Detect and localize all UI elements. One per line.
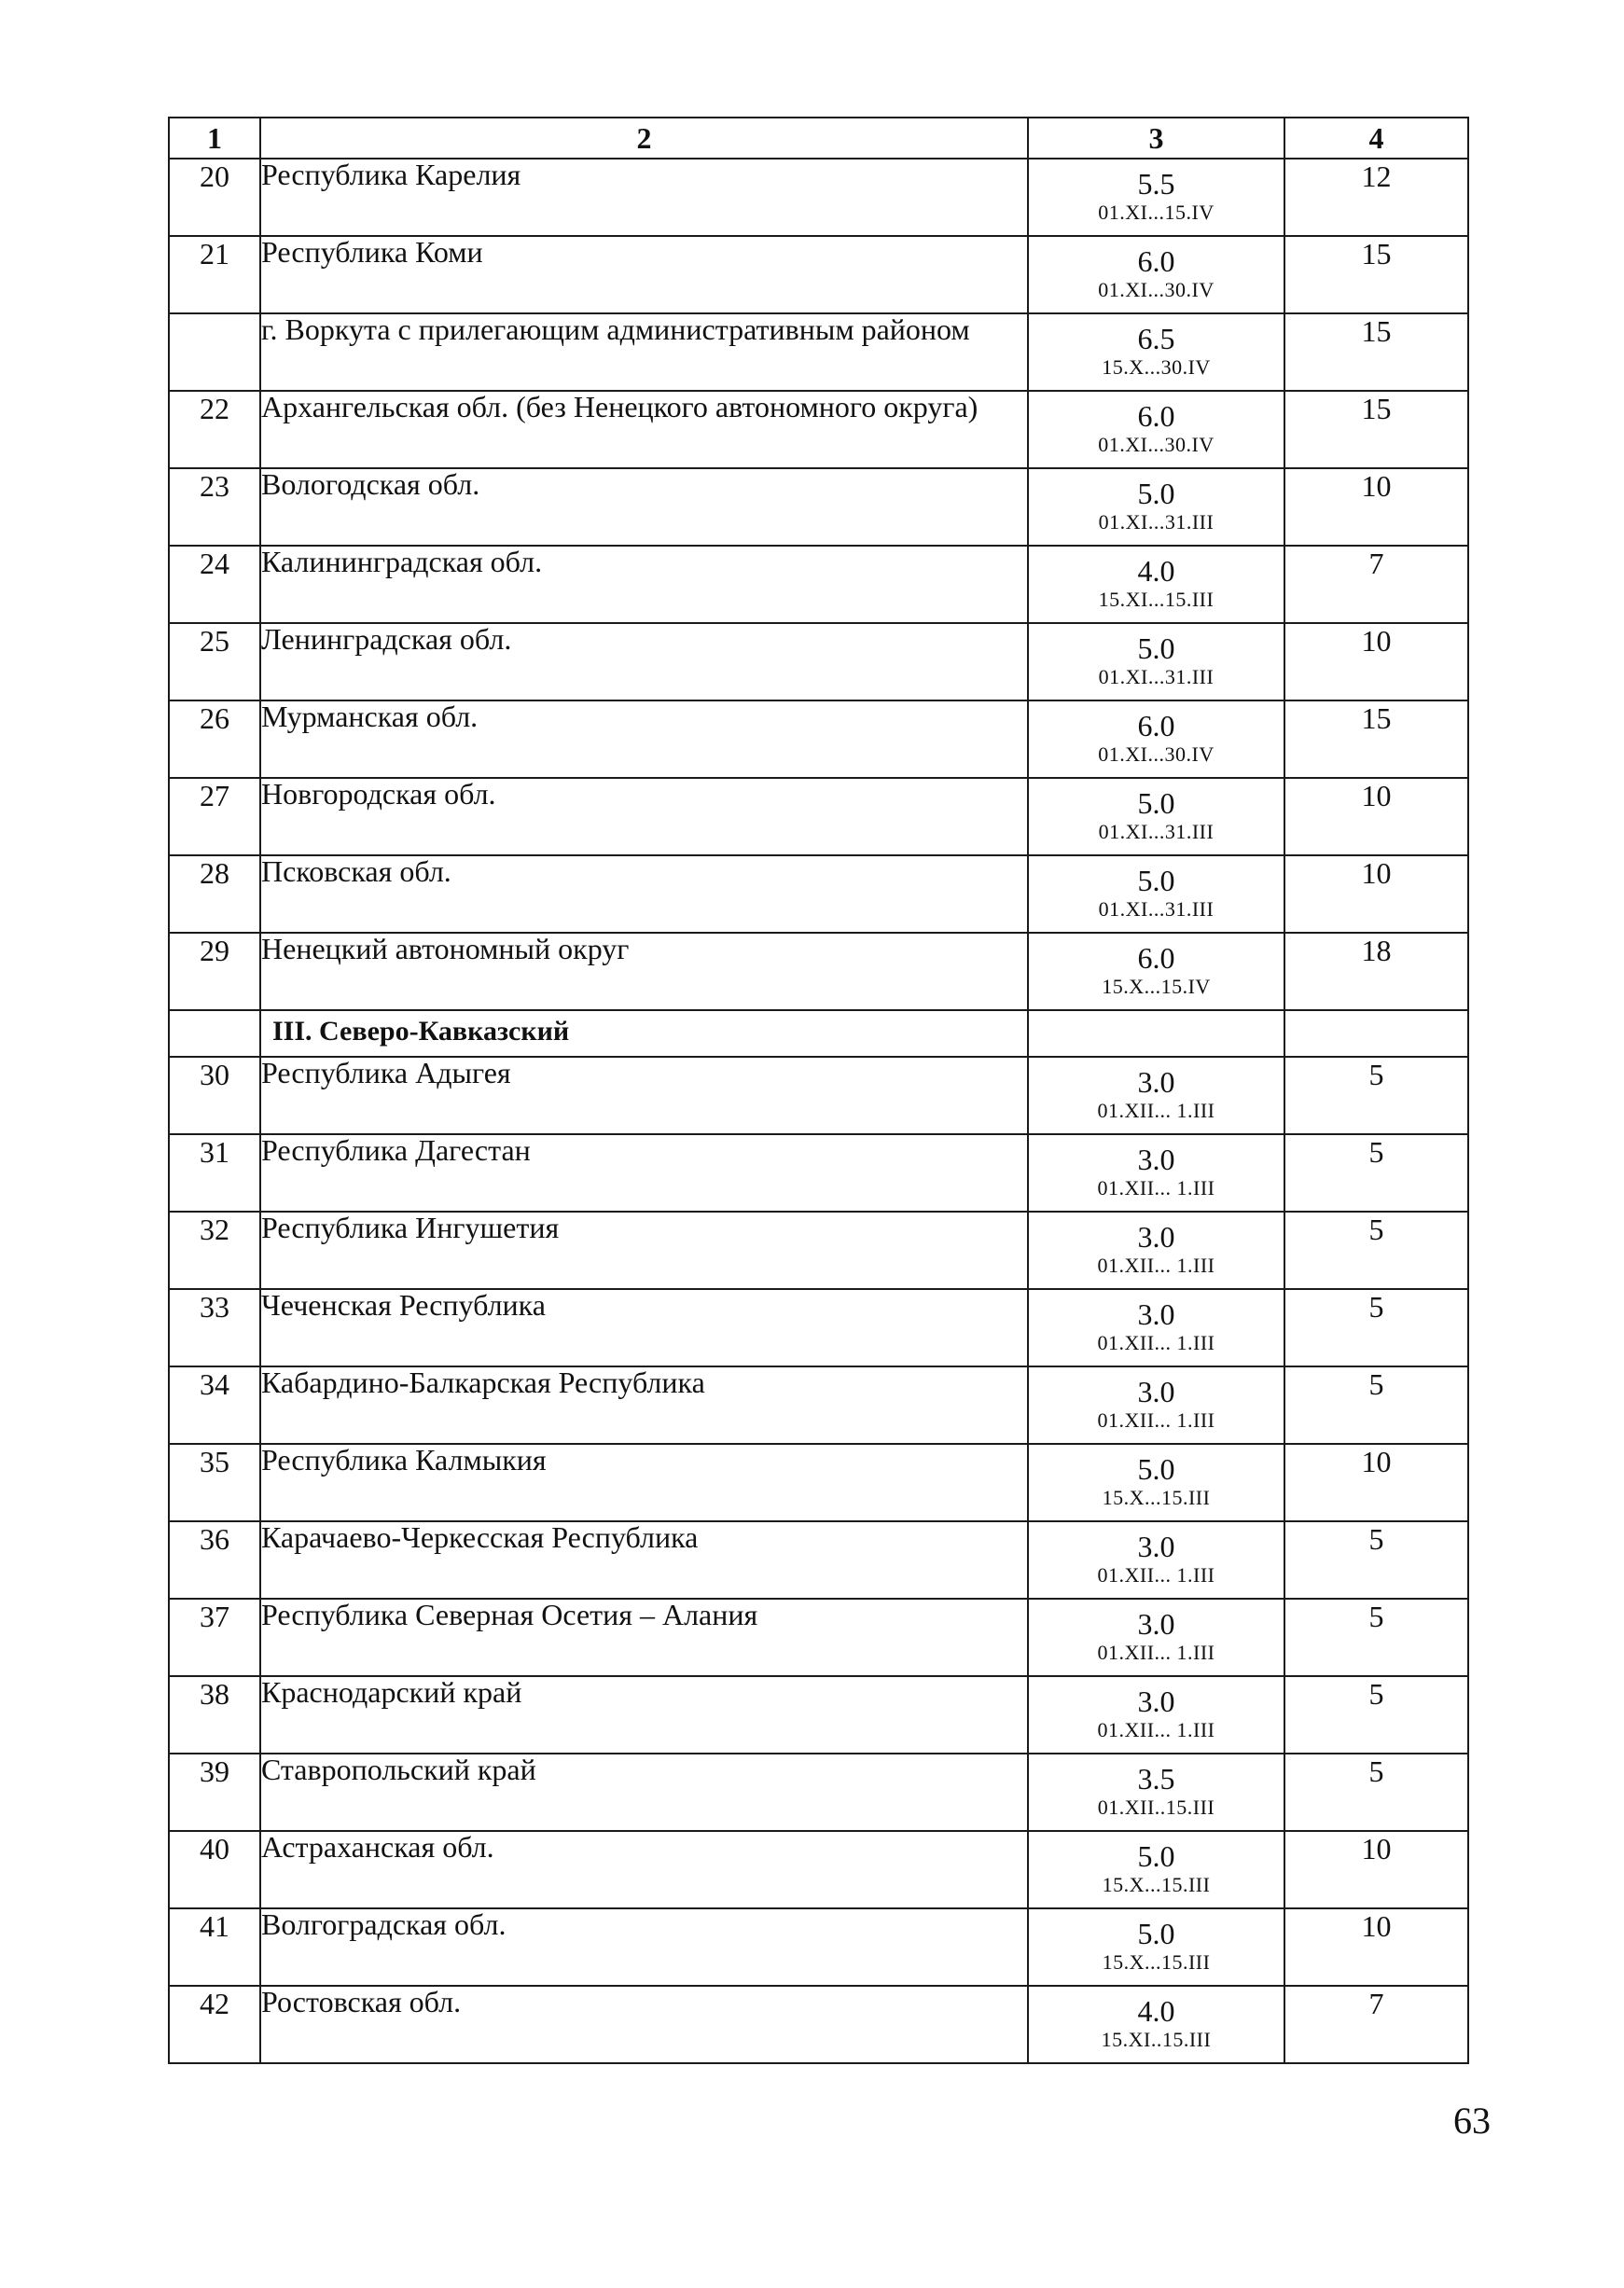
section-empty-cell bbox=[1028, 1010, 1284, 1057]
column-4-value: 10 bbox=[1284, 855, 1468, 933]
column-4-value: 10 bbox=[1284, 468, 1468, 546]
value-cell bbox=[1028, 236, 1284, 313]
row-number: 37 bbox=[169, 1599, 260, 1676]
region-name: Республика Адыгея bbox=[260, 1057, 1028, 1134]
table-header-row bbox=[169, 118, 1468, 159]
table-row bbox=[169, 391, 1468, 468]
region-name: Республика Северная Осетия – Алания bbox=[260, 1599, 1028, 1676]
header-col-2: 2 bbox=[260, 118, 1028, 159]
region-name: Республика Карелия bbox=[260, 159, 1028, 236]
section-num-cell bbox=[169, 1010, 260, 1057]
table-row bbox=[169, 933, 1468, 1010]
table-row bbox=[169, 1134, 1468, 1212]
table-row bbox=[169, 1444, 1468, 1521]
row-number: 39 bbox=[169, 1754, 260, 1831]
value-period: 01.XI...15.IV bbox=[1098, 201, 1215, 224]
column-4-value: 10 bbox=[1284, 1831, 1468, 1908]
header-col-3: 3 bbox=[1028, 118, 1284, 159]
value-cell bbox=[1028, 391, 1284, 468]
value-cell bbox=[1028, 623, 1284, 700]
region-name: г. Воркута с прилегающим административным районом bbox=[260, 313, 1028, 391]
column-4-value: 7 bbox=[1284, 1986, 1468, 2063]
value-cell bbox=[1028, 855, 1284, 933]
table-row bbox=[169, 159, 1468, 236]
column-4-value: 5 bbox=[1284, 1289, 1468, 1366]
table-row bbox=[169, 700, 1468, 778]
value-number: 5.0 bbox=[1137, 1839, 1175, 1873]
value-cell bbox=[1028, 1754, 1284, 1831]
region-climate-table bbox=[168, 117, 1469, 2064]
column-4-value: 5 bbox=[1284, 1676, 1468, 1754]
value-number: 6.0 bbox=[1137, 709, 1175, 742]
table-row bbox=[169, 1289, 1468, 1366]
value-cell bbox=[1028, 313, 1284, 391]
table-row bbox=[169, 623, 1468, 700]
column-4-value: 10 bbox=[1284, 1908, 1468, 1986]
region-name: Карачаево-Черкесская Республика bbox=[260, 1521, 1028, 1599]
column-4-value: 10 bbox=[1284, 778, 1468, 855]
column-4-value: 15 bbox=[1284, 236, 1468, 313]
column-4-value: 10 bbox=[1284, 1444, 1468, 1521]
value-number: 4.0 bbox=[1137, 1994, 1175, 2028]
value-period: 01.XI...30.IV bbox=[1098, 742, 1215, 766]
value-number: 5.0 bbox=[1137, 477, 1175, 510]
value-number: 4.0 bbox=[1137, 554, 1175, 588]
column-4-value: 15 bbox=[1284, 700, 1468, 778]
value-number: 5.0 bbox=[1137, 864, 1175, 897]
value-number: 5.5 bbox=[1137, 167, 1175, 201]
region-name: Ростовская обл. bbox=[260, 1986, 1028, 2063]
region-name: Чеченская Республика bbox=[260, 1289, 1028, 1366]
row-number: 22 bbox=[169, 391, 260, 468]
value-period: 01.XII... 1.III bbox=[1097, 1563, 1215, 1587]
region-name: Астраханская обл. bbox=[260, 1831, 1028, 1908]
column-4-value: 5 bbox=[1284, 1057, 1468, 1134]
section-title bbox=[260, 1010, 1028, 1057]
row-number: 31 bbox=[169, 1134, 260, 1212]
value-number: 3.0 bbox=[1137, 1685, 1175, 1718]
row-number: 26 bbox=[169, 700, 260, 778]
value-period: 01.XII..15.III bbox=[1097, 1796, 1215, 1819]
table-row bbox=[169, 778, 1468, 855]
value-cell bbox=[1028, 1908, 1284, 1986]
table-row bbox=[169, 468, 1468, 546]
value-period: 01.XII... 1.III bbox=[1097, 1099, 1215, 1122]
column-4-value: 5 bbox=[1284, 1366, 1468, 1444]
value-number: 5.0 bbox=[1137, 1452, 1175, 1486]
value-cell bbox=[1028, 546, 1284, 623]
value-number: 3.0 bbox=[1137, 1143, 1175, 1176]
column-4-value: 5 bbox=[1284, 1521, 1468, 1599]
value-period: 15.XI...15.III bbox=[1098, 588, 1215, 611]
row-number: 40 bbox=[169, 1831, 260, 1908]
value-period: 15.XI..15.III bbox=[1101, 2028, 1212, 2051]
value-period: 01.XII... 1.III bbox=[1097, 1331, 1215, 1354]
row-number: 25 bbox=[169, 623, 260, 700]
row-number: 27 bbox=[169, 778, 260, 855]
value-number: 3.0 bbox=[1137, 1297, 1175, 1331]
section-title-text: III. Северо-Кавказский bbox=[272, 1016, 570, 1047]
value-number: 3.0 bbox=[1137, 1065, 1175, 1099]
value-period: 01.XI...31.III bbox=[1098, 897, 1215, 921]
table-row bbox=[169, 313, 1468, 391]
value-number: 5.0 bbox=[1137, 786, 1175, 820]
region-name: Республика Ингушетия bbox=[260, 1212, 1028, 1289]
region-name: Псковская обл. bbox=[260, 855, 1028, 933]
table-row bbox=[169, 1754, 1468, 1831]
value-cell bbox=[1028, 778, 1284, 855]
value-cell bbox=[1028, 700, 1284, 778]
value-cell bbox=[1028, 1212, 1284, 1289]
row-number: 20 bbox=[169, 159, 260, 236]
value-period: 01.XII... 1.III bbox=[1097, 1408, 1215, 1432]
value-cell bbox=[1028, 159, 1284, 236]
row-number: 29 bbox=[169, 933, 260, 1010]
column-4-value: 5 bbox=[1284, 1134, 1468, 1212]
value-number: 5.0 bbox=[1137, 631, 1175, 665]
column-4-value: 5 bbox=[1284, 1754, 1468, 1831]
table-body-part1 bbox=[169, 159, 1468, 1010]
table-row bbox=[169, 1676, 1468, 1754]
value-period: 01.XII... 1.III bbox=[1097, 1176, 1215, 1199]
row-number: 38 bbox=[169, 1676, 260, 1754]
section-empty-cell bbox=[1284, 1010, 1468, 1057]
region-name: Республика Дагестан bbox=[260, 1134, 1028, 1212]
column-4-value: 15 bbox=[1284, 313, 1468, 391]
table-section bbox=[169, 1010, 1468, 1057]
value-number: 3.5 bbox=[1137, 1762, 1175, 1796]
value-period: 01.XII... 1.III bbox=[1097, 1718, 1215, 1741]
table-row bbox=[169, 1599, 1468, 1676]
value-period: 15.X...15.III bbox=[1102, 1873, 1211, 1896]
value-cell bbox=[1028, 1521, 1284, 1599]
value-number: 6.0 bbox=[1137, 399, 1175, 433]
table-row bbox=[169, 1986, 1468, 2063]
value-period: 01.XI...31.III bbox=[1098, 665, 1215, 688]
row-number: 34 bbox=[169, 1366, 260, 1444]
region-name: Ленинградская обл. bbox=[260, 623, 1028, 700]
column-4-value: 18 bbox=[1284, 933, 1468, 1010]
section-row bbox=[169, 1010, 1468, 1057]
row-number: 42 bbox=[169, 1986, 260, 2063]
row-number: 41 bbox=[169, 1908, 260, 1986]
column-4-value: 10 bbox=[1284, 623, 1468, 700]
column-4-value: 15 bbox=[1284, 391, 1468, 468]
value-period: 15.X...15.III bbox=[1102, 1486, 1211, 1509]
value-period: 15.X...15.IV bbox=[1102, 975, 1211, 998]
value-number: 6.0 bbox=[1137, 244, 1175, 278]
table-row bbox=[169, 1366, 1468, 1444]
column-4-value: 5 bbox=[1284, 1212, 1468, 1289]
row-number: 35 bbox=[169, 1444, 260, 1521]
row-number bbox=[169, 313, 260, 391]
table-row bbox=[169, 855, 1468, 933]
column-4-value: 12 bbox=[1284, 159, 1468, 236]
value-period: 01.XI...30.IV bbox=[1098, 278, 1215, 301]
value-cell bbox=[1028, 1289, 1284, 1366]
value-cell bbox=[1028, 1986, 1284, 2063]
region-name: Кабардино-Балкарская Республика bbox=[260, 1366, 1028, 1444]
region-name: Ненецкий автономный округ bbox=[260, 933, 1028, 1010]
header-col-4: 4 bbox=[1284, 118, 1468, 159]
value-number: 6.5 bbox=[1137, 322, 1175, 355]
value-period: 15.X...30.IV bbox=[1102, 355, 1211, 379]
row-number: 30 bbox=[169, 1057, 260, 1134]
row-number: 28 bbox=[169, 855, 260, 933]
region-name: Вологодская обл. bbox=[260, 468, 1028, 546]
value-number: 3.0 bbox=[1137, 1220, 1175, 1254]
region-name: Мурманская обл. bbox=[260, 700, 1028, 778]
row-number: 36 bbox=[169, 1521, 260, 1599]
value-number: 5.0 bbox=[1137, 1917, 1175, 1950]
value-period: 01.XI...31.III bbox=[1098, 820, 1215, 843]
region-name: Краснодарский край bbox=[260, 1676, 1028, 1754]
value-period: 01.XI...30.IV bbox=[1098, 433, 1215, 456]
region-name: Республика Калмыкия bbox=[260, 1444, 1028, 1521]
row-number: 24 bbox=[169, 546, 260, 623]
value-cell bbox=[1028, 468, 1284, 546]
region-name: Калининградская обл. bbox=[260, 546, 1028, 623]
table-row bbox=[169, 236, 1468, 313]
row-number: 23 bbox=[169, 468, 260, 546]
value-cell bbox=[1028, 1057, 1284, 1134]
column-4-value: 5 bbox=[1284, 1599, 1468, 1676]
region-name: Республика Коми bbox=[260, 236, 1028, 313]
value-number: 3.0 bbox=[1137, 1375, 1175, 1408]
value-period: 01.XII... 1.III bbox=[1097, 1254, 1215, 1277]
value-number: 6.0 bbox=[1137, 941, 1175, 975]
table-row bbox=[169, 1521, 1468, 1599]
row-number: 33 bbox=[169, 1289, 260, 1366]
value-cell bbox=[1028, 1831, 1284, 1908]
row-number: 21 bbox=[169, 236, 260, 313]
table-row bbox=[169, 1831, 1468, 1908]
region-name: Новгородская обл. bbox=[260, 778, 1028, 855]
region-name: Волгоградская обл. bbox=[260, 1908, 1028, 1986]
value-cell bbox=[1028, 933, 1284, 1010]
region-name: Архангельская обл. (без Ненецкого автономного округа) bbox=[260, 391, 1028, 468]
table-row bbox=[169, 546, 1468, 623]
value-cell bbox=[1028, 1444, 1284, 1521]
value-period: 15.X...15.III bbox=[1102, 1950, 1211, 1974]
table-row bbox=[169, 1212, 1468, 1289]
value-period: 01.XI...31.III bbox=[1098, 510, 1215, 534]
table-row bbox=[169, 1057, 1468, 1134]
region-name: Ставропольский край bbox=[260, 1754, 1028, 1831]
header-col-1: 1 bbox=[169, 118, 260, 159]
value-cell bbox=[1028, 1599, 1284, 1676]
value-number: 3.0 bbox=[1137, 1530, 1175, 1563]
value-cell bbox=[1028, 1366, 1284, 1444]
value-cell bbox=[1028, 1134, 1284, 1212]
value-cell bbox=[1028, 1676, 1284, 1754]
value-number: 3.0 bbox=[1137, 1607, 1175, 1641]
page-number: 63 bbox=[1453, 2100, 1491, 2142]
table-body-part2 bbox=[169, 1057, 1468, 2063]
row-number: 32 bbox=[169, 1212, 260, 1289]
value-period: 01.XII... 1.III bbox=[1097, 1641, 1215, 1664]
column-4-value: 7 bbox=[1284, 546, 1468, 623]
table-row bbox=[169, 1908, 1468, 1986]
